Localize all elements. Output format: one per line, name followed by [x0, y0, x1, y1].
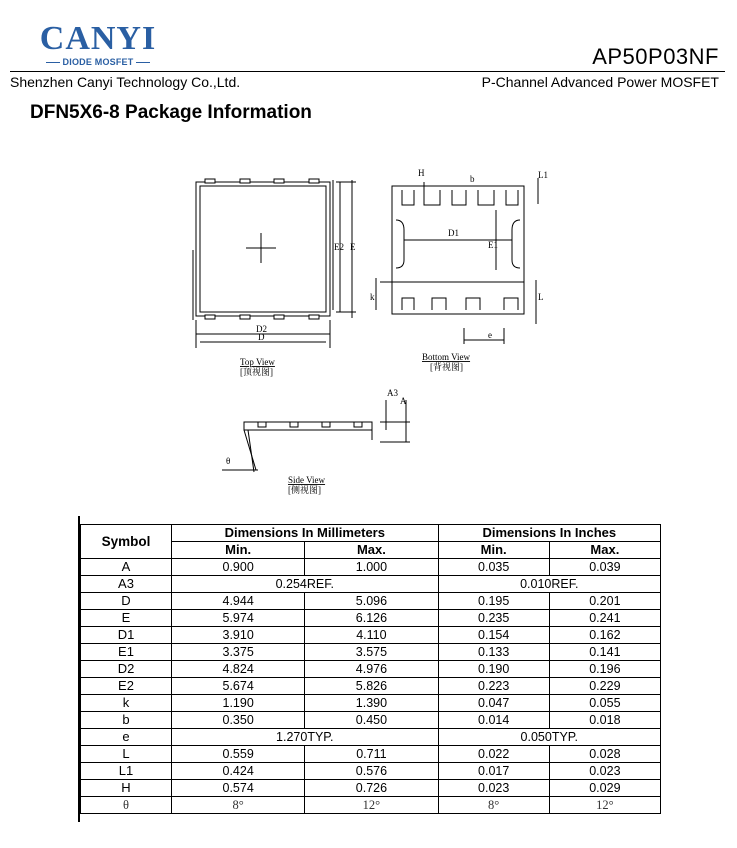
row-mm-min: 0.559 — [172, 746, 305, 763]
dim-label-d2: D2 — [256, 324, 267, 334]
top-view — [193, 179, 356, 348]
side-view-label: Side View — [288, 475, 326, 485]
row-mm-min: 1.190 — [172, 695, 305, 712]
row-mm-max: 5.096 — [305, 593, 438, 610]
row-in-min: 8° — [438, 797, 549, 814]
bottom-view-label-cn: [背视图] — [430, 362, 463, 372]
row-mm-max: 5.826 — [305, 678, 438, 695]
table-row — [81, 644, 661, 661]
row-in-min: 0.154 — [438, 627, 549, 644]
header-symbol: Symbol — [81, 525, 172, 559]
dim-label-l1: L1 — [538, 170, 548, 180]
row-mm-min: 3.375 — [172, 644, 305, 661]
table-row — [81, 780, 661, 797]
side-view-label-cn: [侧视图] — [288, 485, 321, 495]
company-name: Shenzhen Canyi Technology Co.,Ltd. — [10, 74, 241, 90]
row-in-min: 0.035 — [438, 559, 549, 576]
table-row — [81, 610, 661, 627]
header-inches: Dimensions In Inches — [438, 525, 660, 542]
row-in-min: 0.223 — [438, 678, 549, 695]
dim-label-e1: E1 — [488, 240, 498, 250]
row-in-min: 0.023 — [438, 780, 549, 797]
dim-label-l: L — [538, 292, 544, 302]
row-symbol: θ — [81, 797, 172, 814]
table-row — [81, 559, 661, 576]
dimensions-table — [80, 524, 661, 814]
row-mm-min: 0.574 — [172, 780, 305, 797]
dim-label-e: E — [350, 242, 356, 252]
product-subtitle: P-Channel Advanced Power MOSFET — [481, 74, 719, 90]
table-row — [81, 797, 661, 814]
table-row — [81, 712, 661, 729]
row-in-min: 0.195 — [438, 593, 549, 610]
dim-label-d: D — [258, 332, 265, 342]
header-in-max: Max. — [549, 542, 660, 559]
row-mm-min: 0.424 — [172, 763, 305, 780]
row-symbol: L1 — [81, 763, 172, 780]
row-symbol: E — [81, 610, 172, 627]
row-mm-max: 3.575 — [305, 644, 438, 661]
row-mm-max: 0.450 — [305, 712, 438, 729]
header-mm-min: Min. — [172, 542, 305, 559]
table-row — [81, 695, 661, 712]
dim-label-h: H — [418, 168, 425, 178]
row-in-max: 0.162 — [549, 627, 660, 644]
row-symbol: A — [81, 559, 172, 576]
row-mm-max: 6.126 — [305, 610, 438, 627]
row-symbol: L — [81, 746, 172, 763]
row-in-max: 0.201 — [549, 593, 660, 610]
package-drawing — [0, 160, 737, 505]
section-title: DFN5X6-8 Package Information — [30, 102, 312, 123]
row-in-max: 0.241 — [549, 610, 660, 627]
row-in-min: 0.235 — [438, 610, 549, 627]
logo-subtext: DIODE MOSFET — [38, 57, 158, 67]
row-in-max: 0.023 — [549, 763, 660, 780]
row-mm-min: 5.674 — [172, 678, 305, 695]
row-in-max: 0.229 — [549, 678, 660, 695]
row-mm-max: 0.576 — [305, 763, 438, 780]
row-in-min: 0.190 — [438, 661, 549, 678]
table-row — [81, 593, 661, 610]
row-mm-min: 5.974 — [172, 610, 305, 627]
row-in-min: 0.017 — [438, 763, 549, 780]
logo-text: CANYI — [39, 20, 157, 57]
row-in-max: 0.029 — [549, 780, 660, 797]
row-symbol: e — [81, 729, 172, 746]
header-in-min: Min. — [438, 542, 549, 559]
row-symbol: D1 — [81, 627, 172, 644]
dim-label-theta: θ — [226, 456, 231, 466]
top-view-label: Top View — [240, 357, 275, 367]
row-mm-min: 4.824 — [172, 661, 305, 678]
row-mm-max: 0.711 — [305, 746, 438, 763]
row-mm-min: 8° — [172, 797, 305, 814]
row-in-ref: 0.050TYP. — [438, 729, 660, 746]
row-in-min: 0.133 — [438, 644, 549, 661]
row-mm-min: 3.910 — [172, 627, 305, 644]
row-symbol: E1 — [81, 644, 172, 661]
row-symbol: k — [81, 695, 172, 712]
row-in-ref: 0.010REF. — [438, 576, 660, 593]
row-mm-max: 0.726 — [305, 780, 438, 797]
dim-label-e2: E2 — [334, 242, 344, 252]
row-mm-max: 4.976 — [305, 661, 438, 678]
row-mm-max: 12° — [305, 797, 438, 814]
top-view-label-cn: [顶视图] — [240, 367, 273, 377]
table-row — [81, 661, 661, 678]
table-row — [81, 576, 661, 593]
side-view — [222, 400, 410, 472]
row-in-max: 0.028 — [549, 746, 660, 763]
row-mm-min: 0.900 — [172, 559, 305, 576]
table-row — [81, 678, 661, 695]
dim-label-a3: A3 — [387, 388, 398, 398]
row-symbol: H — [81, 780, 172, 797]
row-in-min: 0.022 — [438, 746, 549, 763]
row-in-max: 0.141 — [549, 644, 660, 661]
row-mm-min: 0.350 — [172, 712, 305, 729]
row-mm-max: 4.110 — [305, 627, 438, 644]
table-row — [81, 627, 661, 644]
table-row — [81, 746, 661, 763]
row-symbol: E2 — [81, 678, 172, 695]
row-in-max: 0.039 — [549, 559, 660, 576]
table-row — [81, 763, 661, 780]
row-symbol: b — [81, 712, 172, 729]
company-logo — [38, 22, 158, 67]
row-in-min: 0.047 — [438, 695, 549, 712]
row-mm-max: 1.000 — [305, 559, 438, 576]
row-mm-ref: 1.270TYP. — [172, 729, 439, 746]
row-in-max: 0.196 — [549, 661, 660, 678]
header-millimeters: Dimensions In Millimeters — [172, 525, 439, 542]
row-mm-ref: 0.254REF. — [172, 576, 439, 593]
row-symbol: A3 — [81, 576, 172, 593]
bottom-view — [376, 178, 538, 344]
row-in-max: 0.055 — [549, 695, 660, 712]
header-divider — [10, 71, 725, 72]
header-mm-max: Max. — [305, 542, 438, 559]
dimensions-table-body — [81, 559, 661, 814]
row-mm-min: 4.944 — [172, 593, 305, 610]
dim-label-k: k — [370, 292, 375, 302]
bottom-view-label: Bottom View — [422, 352, 471, 362]
row-in-max: 12° — [549, 797, 660, 814]
dim-label-pitch: e — [488, 330, 492, 340]
dim-label-b: b — [470, 174, 475, 184]
dim-label-d1: D1 — [448, 228, 459, 238]
row-symbol: D — [81, 593, 172, 610]
dim-label-a: A — [400, 396, 407, 406]
row-symbol: D2 — [81, 661, 172, 678]
row-mm-max: 1.390 — [305, 695, 438, 712]
row-in-max: 0.018 — [549, 712, 660, 729]
part-number: AP50P03NF — [592, 44, 719, 69]
row-in-min: 0.014 — [438, 712, 549, 729]
table-row — [81, 729, 661, 746]
